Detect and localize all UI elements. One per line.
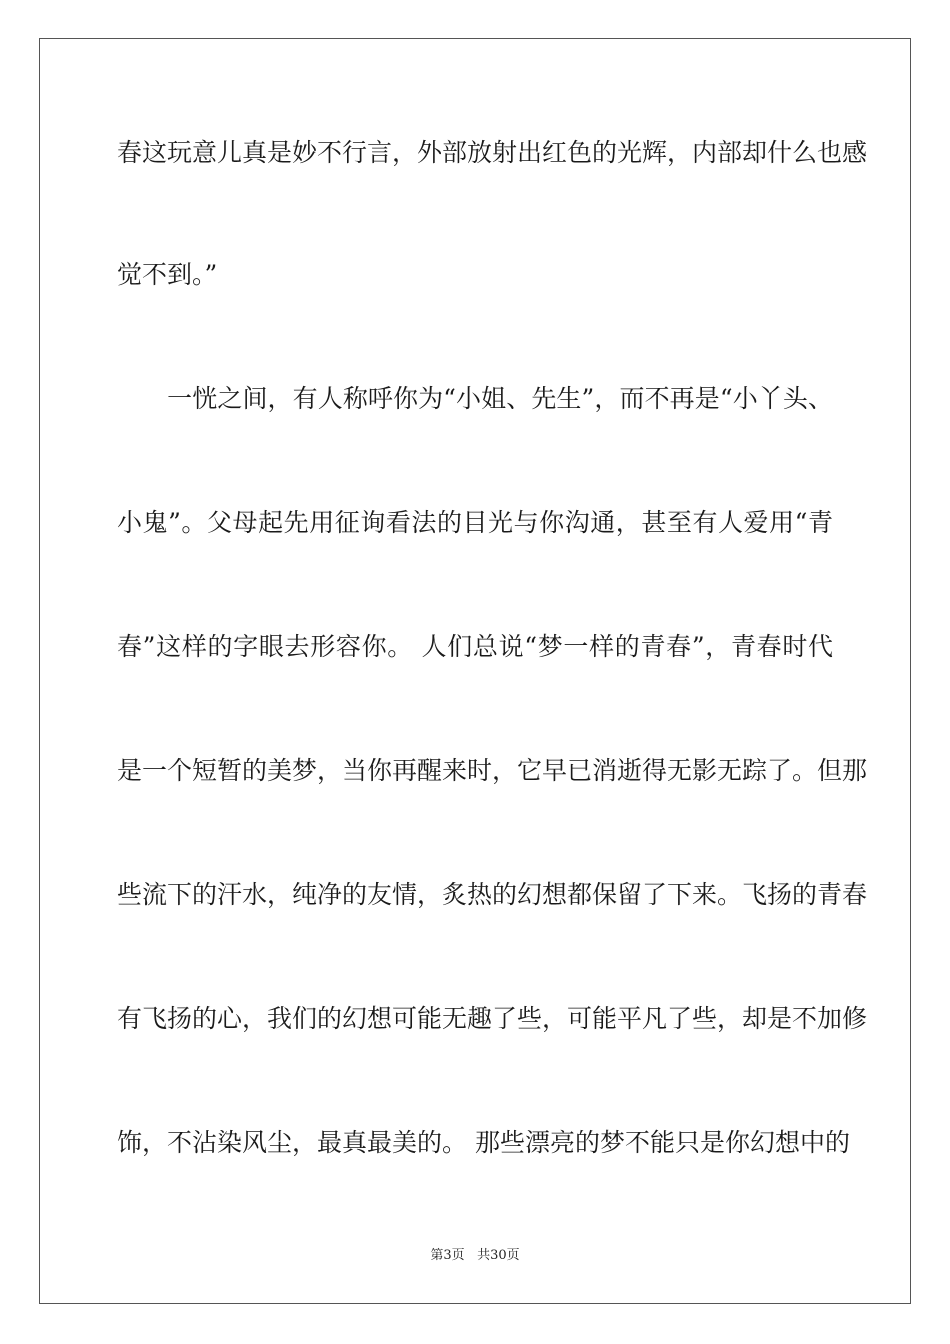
page-border: [39, 38, 911, 1304]
text-line: 一恍之间，有人称呼你为“小姐、先生”，而不再是“小丫头、: [117, 384, 833, 413]
text-line: 饰，不沾染风尘，最真最美的。 那些漂亮的梦不能只是你幻想中的: [117, 1128, 850, 1157]
current-page-label: 第3页: [430, 1248, 465, 1263]
text-line: 小鬼”。父母起先用征询看法的目光与你沟通，甚至有人爱用“青: [117, 508, 833, 537]
text-line: 春这玩意儿真是妙不行言，外部放射出红色的光辉，内部却什么也感: [117, 138, 868, 167]
text-line: 有飞扬的心，我们的幻想可能无趣了些，可能平凡了些，却是不加修: [117, 1004, 868, 1033]
text-line: 觉不到。”: [117, 260, 218, 289]
text-line: 些流下的汗水，纯净的友情，炙热的幻想都保留了下来。飞扬的青春: [117, 880, 868, 909]
text-line: 是一个短暂的美梦，当你再醒来时，它早已消逝得无影无踪了。但那: [117, 756, 868, 785]
total-pages-label: 共30页: [477, 1248, 520, 1263]
page-footer: [0, 1247, 950, 1265]
text-line: 春”这样的字眼去形容你。 人们总说“梦一样的青春”，青春时代: [117, 632, 833, 661]
